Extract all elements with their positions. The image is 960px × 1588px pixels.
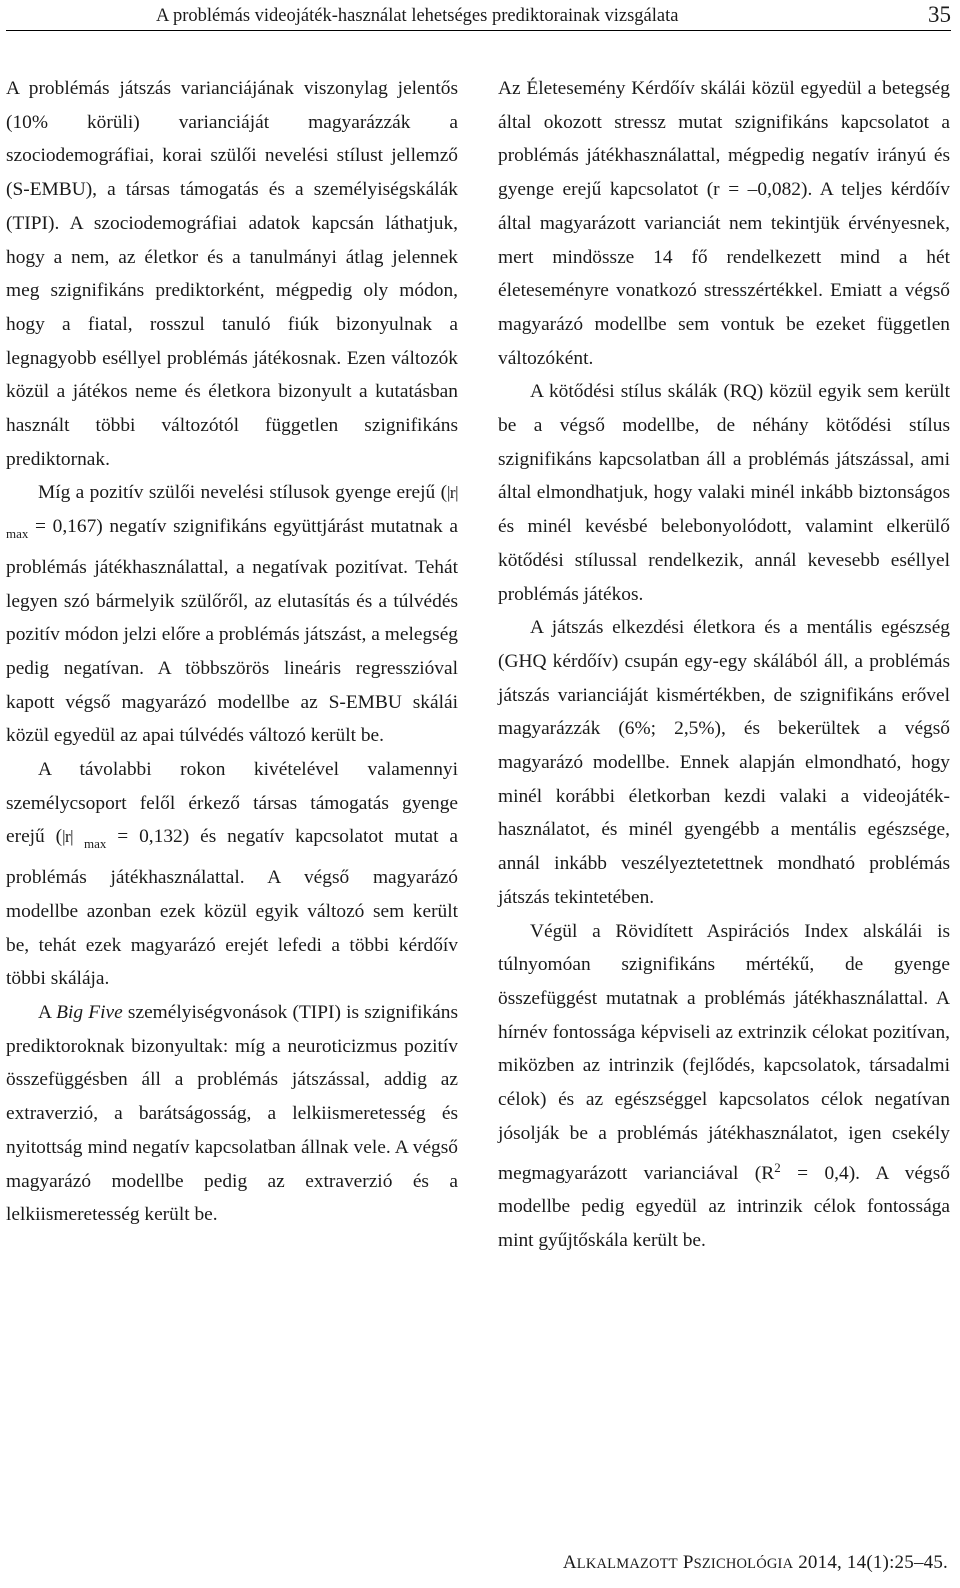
text-run: P	[682, 1552, 694, 1573]
paragraph: A kötődési stílus skálák (RQ) közül egyik sem került be a végső modellbe, de néhány kötődési stílus szignifikáns kapcsolatban áll a problémás játszással, ami által elmondhatjuk, hogy valaki minél inkább biztonságos és minél kevésbé belebonyolódott, valamint elkerülő kötődési stílussal rendelkezik, annál kevesebb eséllyel problémás játékos.	[498, 381, 950, 605]
italic-term: Big Five	[56, 1001, 123, 1023]
running-title: A problémás videojáték-használat lehetséges prediktorainak vizsgálata	[156, 6, 679, 26]
journal-citation	[563, 1552, 948, 1574]
text-run: = 0,4). A végső modellbe pedig egyedül az intrinzik célok fontossága mint gyűjtőskála került be.	[498, 1162, 950, 1251]
superscript-2: 2	[774, 1159, 781, 1175]
subscript-max: max	[6, 526, 29, 542]
text-run: A	[38, 1001, 57, 1023]
text-run: Míg a pozitív szülői nevelési stílusok gyenge erejű (	[38, 482, 448, 504]
paragraph	[6, 753, 458, 996]
text-run: Végül a Rövidített Aspirációs Index alskálái is túlnyomóan szignifikáns mértékű, de gyenge összefüggést mutatnak a problémás játékhasználattal. A hírnév fontossága képviseli az extrinzik célokat pozitívan, miközben az intrinzik (fejlődés, kapcsolatok, társadalmi célok) és az egészséggel kapcsolatos célok negatívan jósolják be a problémás játékhasználatot, igen csekély megmagyarázott varianciával (R	[498, 920, 950, 1184]
abs-r-symbol: |r|	[62, 827, 74, 847]
right-column	[498, 72, 950, 1258]
subscript-max: max	[83, 836, 107, 852]
paragraph: A játszás elkezdési életkora és a mentális egészség (GHQ kérdőív) csupán egy-egy skálából áll, a problémás játszás varianciáját kismértékben, de szignifikáns erővel magyarázzák (6%; 2,5%), és bekerültek a végső magyarázó modellbe. Ennek alapján elmondható, hogy minél korábbi életkorban kezdi valaki a videojáték-használatot, és minél gyengébb a mentális egészsége, annál inkább veszélyeztetettnek mondható problémás játszás tekintetében.	[498, 617, 950, 908]
paragraph	[6, 476, 458, 753]
text-run: = 0,132) és negatív kapcsolatot mutat a problémás játékhasználattal. A végső magyarázó modellbe azonban ezek közül egyik változó sem került be, tehát ezek magyarázó erejét lefedi a többi kérdőív többi skálája.	[6, 826, 458, 990]
paragraph: Az Életesemény Kérdőív skálái közül egyedül a betegség által okozott stressz mutat szignifikáns kapcsolatot a problémás játékhasználattal, mégpedig negatív irányú és gyenge erejű kapcsolatot (r = –0,082). A teljes kérdőív által magyarázott varianciát nem tekintjük érvényesnek, mert mindössze 14 fő rendelkezett mind a hét életeseményre vonatkozó stresszértékkel. Emiatt a végső magyarázó modellbe sem vontuk be ezeket független változóként.	[498, 78, 950, 369]
paragraph: A problémás játszás varianciájának viszonylag jelentős (10% körüli) varianciáját magyarázzák a szociodemográfiai, korai szülői nevelési stílust jellemző (S-EMBU), a társas támogatás és a személyiségskálák (TIPI). A szociodemográfiai adatok kapcsán láthatjuk, hogy a nem, az életkor és a tanulmányi átlag jelennek meg szignifikáns prediktorként, mégpedig oly módon, hogy a fiatal, rosszul tanuló fiúk bizonyulnak a legnagyobb eséllyel problémás játékosnak. Ezen változók közül a játékos neme és életkora bizonyult a kutatásban használt többi változótól független szignifikáns prediktornak.	[6, 78, 458, 470]
text-run: A távolabbi rokon kivételével valamennyi személycsoport felől érkező társas támogatás gyenge erejű (	[6, 759, 458, 848]
text-run: 2014, 14(1):25–45.	[793, 1552, 948, 1573]
text-run: LKALMAZOTT	[576, 1556, 678, 1572]
left-column	[6, 72, 458, 1232]
abs-r-symbol: |r|	[447, 483, 458, 503]
paragraph	[6, 996, 458, 1232]
paragraph	[498, 915, 950, 1258]
text-run: = 0,167) negatív szignifikáns együttjárást mutatnak a problémás játékhasználattal, a negatívak pozitívat. Tehát legyen szó bármelyik szülőről, az elutasítás és a túlvédés pozitív módon jelzi előre a problémás játszást, a melegség pedig negatívan. A többszörös lineáris regresszióval kapott végső magyarázó modellbe az S-EMBU skálái közül egyedül az apai túlvédés változó került be.	[6, 516, 458, 747]
running-header	[6, 4, 951, 31]
text-run: A	[562, 1552, 577, 1573]
text-run: személyiségvonások (TIPI) is szignifikáns prediktoroknak bizonyultak: míg a neuroticizmus pozitív összefüggésben áll a problémás játszással, addig az extraverzió, a barátságosság, a lelkiismeretesség és nyitottság mind negatív kapcsolatban állnak vele. A végső magyarázó modellbe pedig az extraverzió és a lelkiismeretesség került be.	[6, 1001, 458, 1226]
page-number: 35	[928, 2, 951, 27]
text-run: SZICHOLÓGIA	[693, 1556, 794, 1572]
